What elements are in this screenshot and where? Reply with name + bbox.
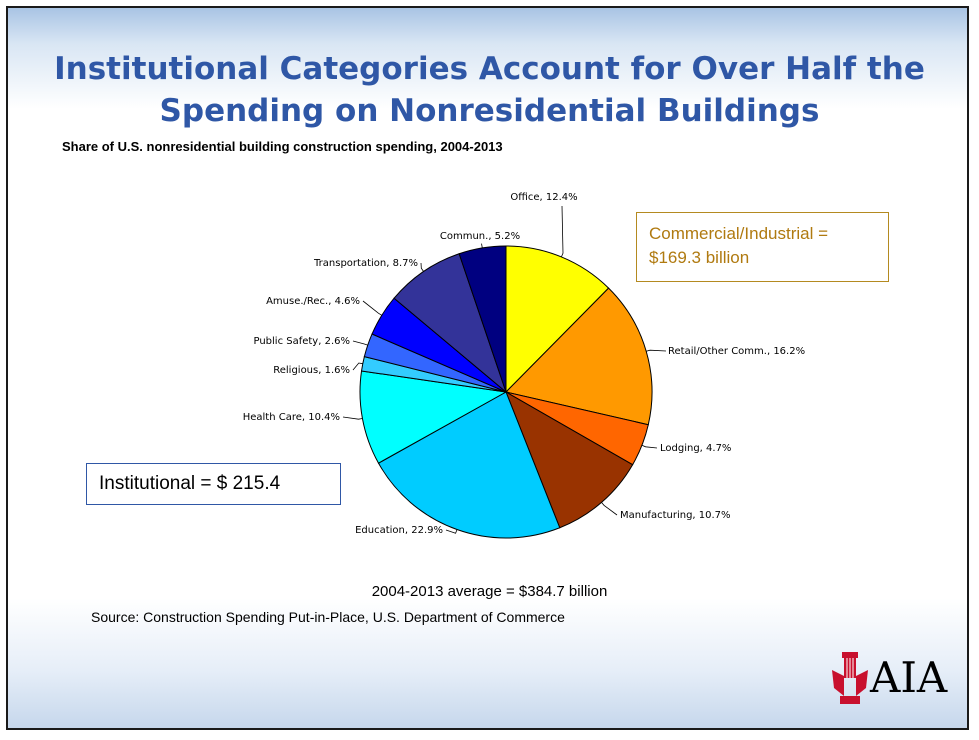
aia-logo (830, 648, 960, 708)
title-line-2: Spending on Nonresidential Buildings (159, 93, 820, 129)
leader-line (561, 206, 563, 257)
slice-label: Education, 22.9% (355, 525, 443, 536)
commercial-callout-line-1: Commercial/Industrial = (649, 224, 829, 243)
institutional-callout: Institutional = $ 215.4 (86, 463, 341, 505)
chart-title: Share of U.S. nonresidential building construction spending, 2004-2013 (62, 139, 503, 154)
leader-line (363, 301, 382, 315)
slice-label: Amuse./Rec., 4.6% (266, 296, 360, 307)
slice-label: Religious, 1.6% (273, 365, 350, 376)
slice-label: Transportation, 8.7% (314, 258, 418, 269)
title-line-1: Institutional Categories Account for Over Half the (54, 51, 925, 87)
commercial-callout-line-2: $169.3 billion (649, 248, 750, 267)
slice-label: Manufacturing, 10.7% (620, 510, 731, 521)
slice-label: Lodging, 4.7% (660, 443, 732, 454)
slice-label: Office, 12.4% (510, 192, 578, 203)
commercial-callout (636, 212, 889, 282)
leader-line (446, 530, 457, 534)
leader-line (602, 502, 618, 515)
leader-line (421, 263, 424, 272)
eagle-icon (830, 648, 870, 708)
average-caption: 2004-2013 average = $384.7 billion (371, 583, 608, 600)
logo-text: AIA (870, 653, 948, 702)
leader-line (343, 417, 362, 419)
slice-label: Retail/Other Comm., 16.2% (668, 346, 806, 357)
leader-line (642, 445, 657, 448)
leader-line (353, 341, 368, 345)
slice-label: Health Care, 10.4% (242, 412, 340, 423)
leader-line (482, 244, 483, 248)
slice-label: Public Safety, 2.6% (253, 336, 350, 347)
slice-label: Commun., 5.2% (439, 231, 521, 242)
leader-line (646, 350, 666, 351)
source-note: Source: Construction Spending Put-in-Place, U.S. Department of Commerce (91, 609, 565, 625)
